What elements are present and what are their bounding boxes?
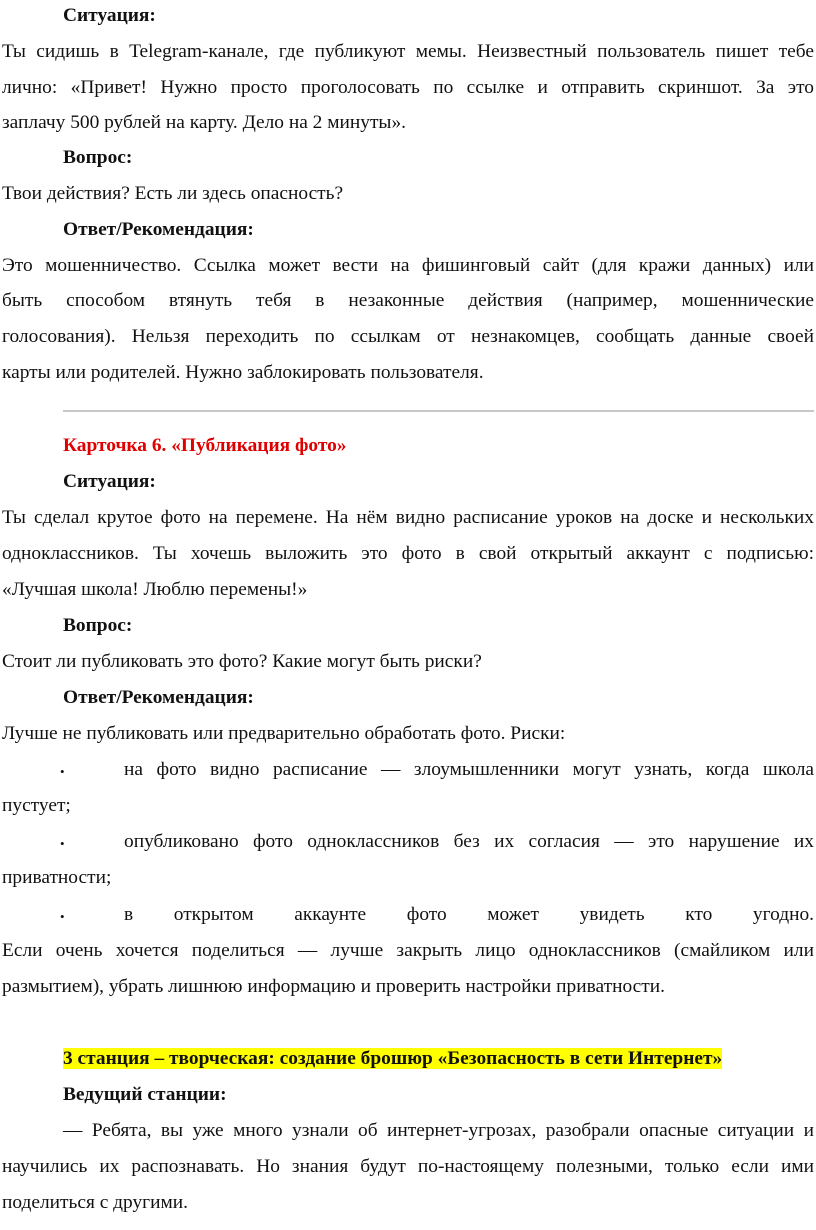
bullet-item-text: в открытом аккаунте фото может увидеть кто угодно.	[124, 904, 814, 925]
question-heading: Вопрос:	[63, 615, 133, 636]
station-title	[63, 1047, 814, 1071]
bullet-item-continuation: Если очень хочется поделиться — лучше закрыть лицо одноклассников (смайликом или	[2, 940, 814, 961]
answer-text-line: голосования). Нельзя переходить по ссылкам от незнакомцев, сообщать данные своей	[2, 326, 814, 347]
answer-text-line: карты или родителей. Нужно заблокировать пользователя.	[2, 362, 484, 383]
situation-text-line: «Лучшая школа! Люблю перемены!»	[2, 579, 308, 600]
question-heading: Вопрос:	[63, 147, 133, 168]
host-heading: Ведущий станции:	[63, 1084, 227, 1105]
station-title-highlight: 3 станция – творческая: создание брошюр «Безопасность в сети Интернет»	[63, 1048, 723, 1069]
answer-heading: Ответ/Рекомендация:	[63, 219, 254, 240]
situation-text-line: Ты сделал крутое фото на перемене. На нём видно расписание уроков на доске и нескольких	[2, 507, 814, 528]
section-divider	[63, 410, 814, 412]
situation-text-line: лично: «Привет! Нужно просто проголосовать по ссылке и отправить скриншот. За это	[2, 77, 814, 98]
situation-heading: Ситуация:	[63, 471, 156, 492]
bullet-item-text: на фото видно расписание — злоумышленники могут узнать, когда школа	[124, 759, 814, 780]
card-title: Карточка 6. «Публикация фото»	[63, 435, 347, 456]
situation-text-line: одноклассников. Ты хочешь выложить это фото в свой открытый аккаунт с подписью:	[2, 543, 814, 564]
answer-text-line: Это мошенничество. Ссылка может вести на фишинговый сайт (для кражи данных) или	[2, 255, 814, 276]
bullet-item-continuation: размытием), убрать лишнюю информацию и проверить настройки приватности.	[2, 976, 665, 997]
bullet-icon: •	[60, 764, 65, 779]
answer-text-line: быть способом втянуть тебя в незаконные действия (например, мошеннические	[2, 290, 814, 311]
situation-text-line: Ты сидишь в Telegram-канале, где публикуют мемы. Неизвестный пользователь пишет тебе	[2, 41, 814, 62]
answer-heading: Ответ/Рекомендация:	[63, 687, 254, 708]
bullet-icon: •	[60, 836, 65, 851]
bullet-item-text: опубликовано фото одноклассников без их согласия — это нарушение их	[124, 831, 814, 852]
question-text: Твои действия? Есть ли здесь опасность?	[2, 183, 344, 204]
question-text: Стоит ли публиковать это фото? Какие могут быть риски?	[2, 651, 482, 672]
speech-text-line: поделиться с другими.	[2, 1192, 189, 1213]
bullet-item-continuation: приватности;	[2, 867, 112, 888]
speech-text-line: научились их распознавать. Но знания будут по-настоящему полезными, только если ими	[2, 1156, 814, 1177]
answer-intro: Лучше не публиковать или предварительно обработать фото. Риски:	[2, 723, 566, 744]
bullet-item-continuation: пустует;	[2, 795, 71, 816]
situation-heading: Ситуация:	[63, 5, 156, 26]
speech-text-line: — Ребята, вы уже много узнали об интернет-угрозах, разобрали опасные ситуации и	[63, 1120, 814, 1141]
bullet-icon: •	[60, 909, 65, 924]
situation-text-line: заплачу 500 рублей на карту. Дело на 2 минуты».	[2, 112, 406, 133]
